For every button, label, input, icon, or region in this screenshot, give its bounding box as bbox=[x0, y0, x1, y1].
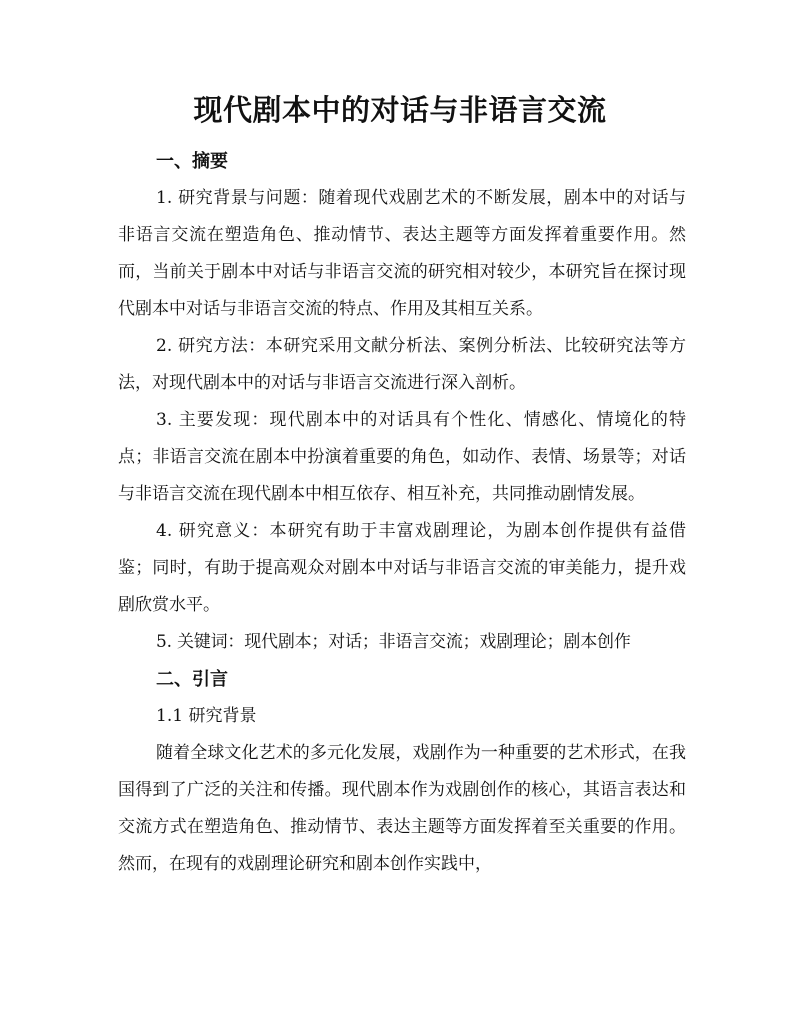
abstract-item-findings: 3. 主要发现：现代剧本中的对话具有个性化、情感化、情境化的特点；非语言交流在剧本中扮演着重要的角色，如动作、表情、场景等；对话与非语言交流在现代剧本中相互依存、相互补充，共同推动剧情发展。 bbox=[118, 410, 686, 504]
subsection-heading-background: 1.1 研究背景 bbox=[156, 706, 257, 726]
document-body bbox=[118, 143, 686, 883]
document-title: 现代剧本中的对话与非语言交流 bbox=[193, 93, 607, 127]
section-heading-introduction: 二、引言 bbox=[156, 669, 228, 690]
section-heading-abstract: 一、摘要 bbox=[156, 151, 228, 172]
abstract-item-methods: 2. 研究方法：本研究采用文献分析法、案例分析法、比较研究法等方法，对现代剧本中的对话与非语言交流进行深入剖析。 bbox=[118, 336, 686, 393]
abstract-item-background: 1. 研究背景与问题：随着现代戏剧艺术的不断发展，剧本中的对话与非语言交流在塑造角色、推动情节、表达主题等方面发挥着重要作用。然而，当前关于剧本中对话与非语言交流的研究相对较少，本研究旨在探讨现代剧本中对话与非语言交流的特点、作用及其相互关系。 bbox=[118, 188, 686, 319]
abstract-item-keywords: 5. 关键词：现代剧本；对话；非语言交流；戏剧理论；剧本创作 bbox=[156, 632, 631, 652]
abstract-item-significance: 4. 研究意义：本研究有助于丰富戏剧理论，为剧本创作提供有益借鉴；同时，有助于提高观众对剧本中对话与非语言交流的审美能力，提升戏剧欣赏水平。 bbox=[118, 521, 686, 615]
introduction-paragraph: 随着全球文化艺术的多元化发展，戏剧作为一种重要的艺术形式，在我国得到了广泛的关注和传播。现代剧本作为戏剧创作的核心，其语言表达和交流方式在塑造角色、推动情节、表达主题等方面发挥着至关重要的作用。然而，在现有的戏剧理论研究和剧本创作实践中， bbox=[118, 743, 686, 874]
